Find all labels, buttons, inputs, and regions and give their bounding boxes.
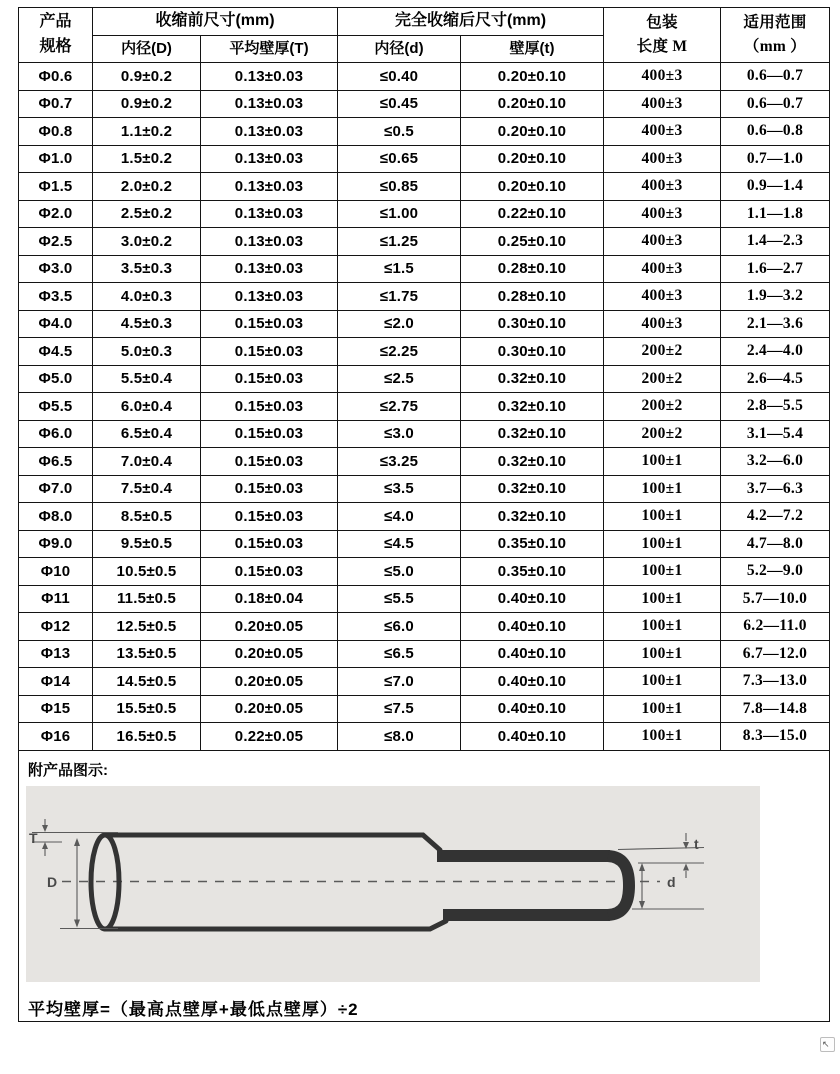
cell-inner-diameter-before: 7.0±0.4: [93, 448, 201, 476]
cell-spec: Φ13: [19, 640, 93, 668]
cell-inner-diameter-before: 13.5±0.5: [93, 640, 201, 668]
figure-cell: [19, 750, 830, 1021]
cell-spec: Φ12: [19, 613, 93, 641]
cell-applicable-range: 3.2—6.0: [721, 448, 830, 476]
cell-wall-thickness-after: 0.32±0.10: [461, 448, 604, 476]
cell-packing-length: 400±3: [604, 173, 721, 201]
cell-inner-diameter-before: 4.5±0.3: [93, 310, 201, 338]
cell-inner-diameter-before: 1.5±0.2: [93, 145, 201, 173]
cell-applicable-range: 5.7—10.0: [721, 585, 830, 613]
cell-avg-wall-thickness-before: 0.15±0.03: [201, 475, 338, 503]
cell-avg-wall-thickness-before: 0.15±0.03: [201, 420, 338, 448]
cell-inner-diameter-after: ≤5.5: [338, 585, 461, 613]
cell-packing-length: 100±1: [604, 530, 721, 558]
cell-spec: Φ0.7: [19, 90, 93, 118]
cell-avg-wall-thickness-before: 0.13±0.03: [201, 173, 338, 201]
cell-applicable-range: 0.7—1.0: [721, 145, 830, 173]
table-row: [19, 723, 830, 751]
label-T: T: [29, 829, 38, 846]
cell-inner-diameter-before: 0.9±0.2: [93, 63, 201, 91]
table-row: [19, 283, 830, 311]
cell-avg-wall-thickness-before: 0.20±0.05: [201, 695, 338, 723]
cell-spec: Φ4.5: [19, 338, 93, 366]
table-row: [19, 255, 830, 283]
table-row: [19, 393, 830, 421]
table-row: [19, 558, 830, 586]
header-inner-diameter-after: 内径(d): [338, 36, 461, 63]
dimension-D: [47, 838, 118, 929]
cell-inner-diameter-after: ≤4.0: [338, 503, 461, 531]
header-avg-wall-before: 平均壁厚(T): [201, 36, 338, 63]
cell-wall-thickness-after: 0.40±0.10: [461, 613, 604, 641]
label-t: t: [694, 835, 699, 852]
table-row: [19, 420, 830, 448]
cell-applicable-range: 7.3—13.0: [721, 668, 830, 696]
cell-inner-diameter-after: ≤0.85: [338, 173, 461, 201]
header-product-spec-line1: 产品: [39, 13, 72, 31]
cell-spec: Φ6.5: [19, 448, 93, 476]
header-applicable-range: [721, 8, 830, 63]
cell-wall-thickness-after: 0.20±0.10: [461, 90, 604, 118]
cell-spec: Φ2.0: [19, 200, 93, 228]
cell-inner-diameter-after: ≤8.0: [338, 723, 461, 751]
cell-applicable-range: 1.4—2.3: [721, 228, 830, 256]
cell-packing-length: 100±1: [604, 475, 721, 503]
table-row: [19, 365, 830, 393]
cell-applicable-range: 2.6—4.5: [721, 365, 830, 393]
header-inner-diameter-before: 内径(D): [93, 36, 201, 63]
cell-avg-wall-thickness-before: 0.13±0.03: [201, 200, 338, 228]
cell-inner-diameter-before: 0.9±0.2: [93, 90, 201, 118]
cell-avg-wall-thickness-before: 0.13±0.03: [201, 118, 338, 146]
cell-wall-thickness-after: 0.32±0.10: [461, 365, 604, 393]
cell-avg-wall-thickness-before: 0.15±0.03: [201, 393, 338, 421]
cell-avg-wall-thickness-before: 0.13±0.03: [201, 228, 338, 256]
cell-spec: Φ14: [19, 668, 93, 696]
cell-avg-wall-thickness-before: 0.13±0.03: [201, 255, 338, 283]
header-packing-line1: 包装: [646, 13, 678, 31]
cell-avg-wall-thickness-before: 0.15±0.03: [201, 503, 338, 531]
cell-spec: Φ5.0: [19, 365, 93, 393]
cell-avg-wall-thickness-before: 0.15±0.03: [201, 530, 338, 558]
cell-inner-diameter-before: 6.5±0.4: [93, 420, 201, 448]
cell-inner-diameter-before: 14.5±0.5: [93, 668, 201, 696]
header-range-line1: 适用范围: [743, 13, 807, 31]
cell-wall-thickness-after: 0.20±0.10: [461, 145, 604, 173]
cell-spec: Φ7.0: [19, 475, 93, 503]
table-row: [19, 475, 830, 503]
cell-packing-length: 200±2: [604, 365, 721, 393]
cell-spec: Φ1.0: [19, 145, 93, 173]
cell-avg-wall-thickness-before: 0.13±0.03: [201, 63, 338, 91]
table-row: [19, 640, 830, 668]
cell-inner-diameter-after: ≤6.5: [338, 640, 461, 668]
cell-inner-diameter-after: ≤0.40: [338, 63, 461, 91]
cell-spec: Φ3.5: [19, 283, 93, 311]
table-row: [19, 90, 830, 118]
cell-inner-diameter-before: 7.5±0.4: [93, 475, 201, 503]
table-row: [19, 145, 830, 173]
shrink-tube-spec-table: [18, 7, 830, 1022]
cell-inner-diameter-before: 2.0±0.2: [93, 173, 201, 201]
cell-wall-thickness-after: 0.35±0.10: [461, 530, 604, 558]
cell-inner-diameter-after: ≤5.0: [338, 558, 461, 586]
header-packing-line2: 长度 M: [636, 38, 688, 55]
cell-inner-diameter-before: 8.5±0.5: [93, 503, 201, 531]
cell-avg-wall-thickness-before: 0.15±0.03: [201, 448, 338, 476]
cell-wall-thickness-after: 0.35±0.10: [461, 558, 604, 586]
cell-wall-thickness-after: 0.30±0.10: [461, 338, 604, 366]
cell-avg-wall-thickness-before: 0.15±0.03: [201, 365, 338, 393]
cell-wall-thickness-after: 0.22±0.10: [461, 200, 604, 228]
cell-spec: Φ0.8: [19, 118, 93, 146]
cell-inner-diameter-before: 5.0±0.3: [93, 338, 201, 366]
cell-avg-wall-thickness-before: 0.15±0.03: [201, 558, 338, 586]
table-body: [19, 63, 830, 751]
cell-inner-diameter-after: ≤0.65: [338, 145, 461, 173]
cell-inner-diameter-after: ≤1.00: [338, 200, 461, 228]
header-packing-length: [604, 8, 721, 63]
table-resize-handle-icon[interactable]: ↖: [820, 1037, 835, 1052]
figure-caption: 附产品图示:: [28, 761, 108, 779]
table-row: [19, 118, 830, 146]
cell-applicable-range: 8.3—15.0: [721, 723, 830, 751]
cell-wall-thickness-after: 0.32±0.10: [461, 420, 604, 448]
cell-wall-thickness-after: 0.30±0.10: [461, 310, 604, 338]
cell-packing-length: 400±3: [604, 90, 721, 118]
cell-avg-wall-thickness-before: 0.15±0.03: [201, 310, 338, 338]
cell-applicable-range: 3.1—5.4: [721, 420, 830, 448]
cell-spec: Φ5.5: [19, 393, 93, 421]
cell-applicable-range: 6.7—12.0: [721, 640, 830, 668]
cell-inner-diameter-before: 3.5±0.3: [93, 255, 201, 283]
cell-wall-thickness-after: 0.40±0.10: [461, 585, 604, 613]
cell-spec: Φ6.0: [19, 420, 93, 448]
cell-spec: Φ15: [19, 695, 93, 723]
cell-inner-diameter-before: 3.0±0.2: [93, 228, 201, 256]
table-row: [19, 695, 830, 723]
shrink-tube-diagram: [26, 786, 760, 982]
cell-packing-length: 100±1: [604, 503, 721, 531]
cell-packing-length: 400±3: [604, 283, 721, 311]
cell-packing-length: 400±3: [604, 228, 721, 256]
cell-inner-diameter-before: 15.5±0.5: [93, 695, 201, 723]
table-row: [19, 668, 830, 696]
cell-applicable-range: 7.8—14.8: [721, 695, 830, 723]
cell-inner-diameter-after: ≤4.5: [338, 530, 461, 558]
cell-packing-length: 400±3: [604, 255, 721, 283]
cell-packing-length: 100±1: [604, 640, 721, 668]
cell-inner-diameter-after: ≤2.75: [338, 393, 461, 421]
table-row: [19, 310, 830, 338]
header-after-shrink-group: 完全收缩后尺寸(mm): [338, 8, 604, 36]
cell-inner-diameter-before: 6.0±0.4: [93, 393, 201, 421]
cell-wall-thickness-after: 0.40±0.10: [461, 723, 604, 751]
header-range-line2: （mm ）: [743, 38, 807, 55]
cell-avg-wall-thickness-before: 0.20±0.05: [201, 613, 338, 641]
label-D: D: [47, 873, 58, 890]
cell-applicable-range: 2.1—3.6: [721, 310, 830, 338]
cell-inner-diameter-before: 2.5±0.2: [93, 200, 201, 228]
cell-applicable-range: 0.9—1.4: [721, 173, 830, 201]
cell-inner-diameter-after: ≤7.0: [338, 668, 461, 696]
table-row: [19, 530, 830, 558]
cell-applicable-range: 1.9—3.2: [721, 283, 830, 311]
cell-inner-diameter-before: 12.5±0.5: [93, 613, 201, 641]
cell-wall-thickness-after: 0.40±0.10: [461, 695, 604, 723]
cell-packing-length: 100±1: [604, 723, 721, 751]
cell-applicable-range: 4.2—7.2: [721, 503, 830, 531]
cell-applicable-range: 0.6—0.8: [721, 118, 830, 146]
cell-packing-length: 400±3: [604, 145, 721, 173]
cell-inner-diameter-before: 11.5±0.5: [93, 585, 201, 613]
cell-inner-diameter-after: ≤0.5: [338, 118, 461, 146]
cell-avg-wall-thickness-before: 0.20±0.05: [201, 668, 338, 696]
table-row: [19, 503, 830, 531]
cell-spec: Φ9.0: [19, 530, 93, 558]
cell-applicable-range: 1.6—2.7: [721, 255, 830, 283]
cell-applicable-range: 1.1—1.8: [721, 200, 830, 228]
cell-packing-length: 100±1: [604, 668, 721, 696]
cell-packing-length: 200±2: [604, 420, 721, 448]
cell-packing-length: 400±3: [604, 310, 721, 338]
cell-applicable-range: 5.2—9.0: [721, 558, 830, 586]
header-product-spec-line2: 规格: [39, 38, 72, 55]
cell-applicable-range: 6.2—11.0: [721, 613, 830, 641]
cell-applicable-range: 0.6—0.7: [721, 63, 830, 91]
table-row: [19, 63, 830, 91]
cell-avg-wall-thickness-before: 0.13±0.03: [201, 90, 338, 118]
cell-inner-diameter-after: ≤2.0: [338, 310, 461, 338]
cell-wall-thickness-after: 0.20±0.10: [461, 63, 604, 91]
table-row: [19, 228, 830, 256]
table-row: [19, 448, 830, 476]
avg-wall-thickness-formula: 平均壁厚=（最高点壁厚+最低点壁厚）÷2: [28, 999, 359, 1019]
cell-packing-length: 100±1: [604, 558, 721, 586]
cell-wall-thickness-after: 0.20±0.10: [461, 173, 604, 201]
cell-applicable-range: 2.4—4.0: [721, 338, 830, 366]
cell-spec: Φ3.0: [19, 255, 93, 283]
cell-inner-diameter-before: 5.5±0.4: [93, 365, 201, 393]
cell-inner-diameter-after: ≤2.5: [338, 365, 461, 393]
cell-inner-diameter-before: 9.5±0.5: [93, 530, 201, 558]
cell-spec: Φ0.6: [19, 63, 93, 91]
table-row: [19, 173, 830, 201]
cell-inner-diameter-after: ≤1.75: [338, 283, 461, 311]
cell-avg-wall-thickness-before: 0.22±0.05: [201, 723, 338, 751]
cell-avg-wall-thickness-before: 0.15±0.03: [201, 338, 338, 366]
header-before-shrink-group: 收缩前尺寸(mm): [93, 8, 338, 36]
cell-wall-thickness-after: 0.28±0.10: [461, 255, 604, 283]
table-row: [19, 338, 830, 366]
cell-avg-wall-thickness-before: 0.18±0.04: [201, 585, 338, 613]
cell-inner-diameter-after: ≤3.25: [338, 448, 461, 476]
cell-spec: Φ8.0: [19, 503, 93, 531]
cell-packing-length: 400±3: [604, 200, 721, 228]
cell-packing-length: 200±2: [604, 393, 721, 421]
header-row-group: [19, 8, 830, 36]
header-wall-after: 壁厚(t): [461, 36, 604, 63]
cell-applicable-range: 2.8—5.5: [721, 393, 830, 421]
cell-spec: Φ4.0: [19, 310, 93, 338]
cell-wall-thickness-after: 0.25±0.10: [461, 228, 604, 256]
cell-inner-diameter-before: 1.1±0.2: [93, 118, 201, 146]
cell-avg-wall-thickness-before: 0.13±0.03: [201, 145, 338, 173]
table-row: [19, 585, 830, 613]
cell-wall-thickness-after: 0.32±0.10: [461, 475, 604, 503]
cell-spec: Φ1.5: [19, 173, 93, 201]
cell-packing-length: 100±1: [604, 613, 721, 641]
cell-spec: Φ16: [19, 723, 93, 751]
cell-inner-diameter-after: ≤0.45: [338, 90, 461, 118]
cell-inner-diameter-after: ≤1.5: [338, 255, 461, 283]
cell-packing-length: 100±1: [604, 585, 721, 613]
dimension-d: [632, 863, 704, 909]
cell-applicable-range: 0.6—0.7: [721, 90, 830, 118]
cell-wall-thickness-after: 0.32±0.10: [461, 503, 604, 531]
cell-inner-diameter-before: 10.5±0.5: [93, 558, 201, 586]
cell-inner-diameter-after: ≤3.5: [338, 475, 461, 503]
cell-spec: Φ2.5: [19, 228, 93, 256]
label-d: d: [667, 873, 676, 890]
figure-row: [19, 750, 830, 1021]
cell-wall-thickness-after: 0.40±0.10: [461, 668, 604, 696]
cell-wall-thickness-after: 0.28±0.10: [461, 283, 604, 311]
product-diagram-panel: [26, 786, 760, 982]
cell-avg-wall-thickness-before: 0.13±0.03: [201, 283, 338, 311]
cell-inner-diameter-after: ≤3.0: [338, 420, 461, 448]
cell-inner-diameter-before: 16.5±0.5: [93, 723, 201, 751]
cell-applicable-range: 4.7—8.0: [721, 530, 830, 558]
cell-packing-length: 100±1: [604, 695, 721, 723]
cell-inner-diameter-after: ≤2.25: [338, 338, 461, 366]
table-row: [19, 200, 830, 228]
cell-wall-thickness-after: 0.40±0.10: [461, 640, 604, 668]
tube-after-shrink: [437, 856, 629, 915]
cell-wall-thickness-after: 0.20±0.10: [461, 118, 604, 146]
cell-spec: Φ11: [19, 585, 93, 613]
cell-packing-length: 200±2: [604, 338, 721, 366]
cell-inner-diameter-after: ≤7.5: [338, 695, 461, 723]
cell-inner-diameter-before: 4.0±0.3: [93, 283, 201, 311]
header-product-spec: [19, 8, 93, 63]
table-row: [19, 613, 830, 641]
cell-avg-wall-thickness-before: 0.20±0.05: [201, 640, 338, 668]
cell-packing-length: 400±3: [604, 63, 721, 91]
cell-wall-thickness-after: 0.32±0.10: [461, 393, 604, 421]
cell-packing-length: 400±3: [604, 118, 721, 146]
cell-packing-length: 100±1: [604, 448, 721, 476]
cell-applicable-range: 3.7—6.3: [721, 475, 830, 503]
cell-inner-diameter-after: ≤1.25: [338, 228, 461, 256]
cell-inner-diameter-after: ≤6.0: [338, 613, 461, 641]
cell-spec: Φ10: [19, 558, 93, 586]
